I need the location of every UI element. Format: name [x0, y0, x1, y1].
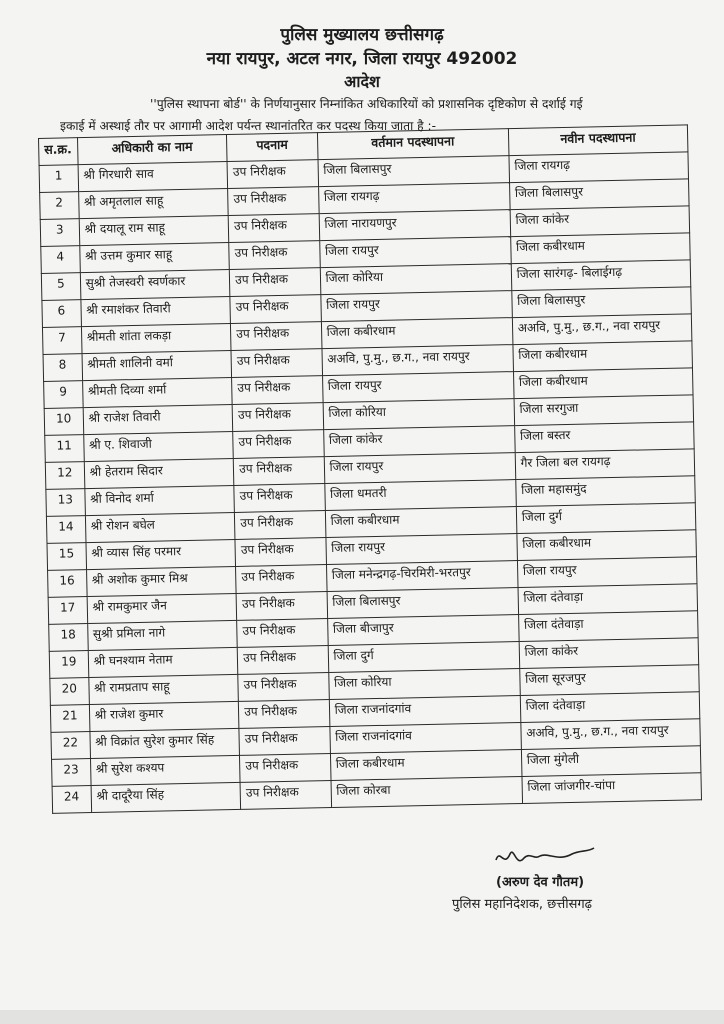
officer-name-cell: श्री घनश्याम नेताम	[88, 647, 238, 677]
serial-cell: 1	[39, 165, 78, 193]
current-posting-cell: जिला बिलासपुर	[318, 156, 510, 187]
new-posting-cell: जिला महासमुंद	[515, 476, 695, 507]
designation-cell: उप निरीक्षक	[232, 376, 323, 405]
current-posting-cell: जिला कोरिया	[323, 399, 515, 430]
current-posting-cell: जिला कांकेर	[323, 426, 515, 457]
current-posting-cell: जिला कबीरधाम	[325, 507, 517, 538]
new-posting-cell: जिला कबीरधाम	[513, 368, 693, 399]
intro-line-1: ''पुलिस स्थापना बोर्ड'' के निर्णयानुसार निम्नांकित अधिकारियों को प्रशासनिक दृष्टिकोण से दर्शाई गई	[150, 97, 583, 111]
new-posting-cell: जिला दंतेवाड़ा	[520, 692, 700, 723]
new-posting-cell: जिला जांजगीर-चांपा	[522, 773, 702, 804]
designation-cell: उप निरीक्षक	[235, 538, 326, 567]
serial-cell: 20	[50, 678, 89, 706]
designation-cell: उप निरीक्षक	[240, 781, 331, 810]
new-posting-cell: अअवि, पु.मु., छ.ग., नवा रायपुर	[521, 719, 701, 750]
current-posting-cell: जिला रायपुर	[324, 453, 516, 484]
col-header-name: अधिकारी का नाम	[77, 135, 227, 165]
designation-cell: उप निरीक्षक	[228, 187, 319, 216]
current-posting-cell: जिला मनेन्द्रगढ़-चिरमिरी-भरतपुर	[326, 561, 518, 592]
officer-name-cell: श्री राजेश कुमार	[89, 701, 239, 731]
officer-name-cell: श्री राजेश तिवारी	[83, 404, 233, 434]
officer-name-cell: श्री दादूरैया सिंह	[91, 782, 241, 812]
table-body	[39, 152, 701, 813]
officer-name-cell: श्री रामकुमार जैन	[87, 593, 237, 623]
designation-cell: उप निरीक्षक	[228, 214, 319, 243]
officer-name-cell: सुश्री तेजस्वरी स्वर्णकार	[80, 270, 230, 300]
serial-cell: 8	[43, 354, 82, 382]
new-posting-cell: जिला बस्तर	[514, 422, 694, 453]
current-posting-cell: जिला रायपुर	[319, 237, 511, 268]
new-posting-cell: जिला दंतेवाड़ा	[518, 611, 698, 642]
new-posting-cell: जिला बिलासपुर	[509, 179, 689, 210]
officer-name-cell: श्री उत्तम कुमार साहू	[79, 243, 229, 273]
new-posting-cell: जिला मुंगेली	[521, 746, 701, 777]
serial-cell: 6	[42, 300, 81, 328]
new-posting-cell: जिला सरगुजा	[514, 395, 694, 426]
current-posting-cell: जिला रायपुर	[322, 372, 514, 403]
header-address: नया रायपुर, अटल नगर, जिला रायपुर 492002	[206, 49, 518, 69]
officer-name-cell: सुश्री प्रमिला नागे	[87, 620, 237, 650]
officer-name-cell: श्रीमती दिव्या शर्मा	[82, 377, 232, 407]
serial-cell: 18	[49, 624, 88, 652]
intro-line-2: इकाई में अस्थाई तौर पर आगामी आदेश पर्यन्त स्थानांतरित कर पदस्थ किया जाता है :-	[60, 119, 437, 133]
serial-cell: 22	[51, 732, 90, 760]
officer-name-cell: श्री अमृतलाल साहू	[78, 189, 228, 219]
officer-name-cell: श्री ए. शिवाजी	[83, 431, 233, 461]
current-posting-cell: जिला धमतरी	[324, 480, 516, 511]
new-posting-cell: जिला रायपुर	[517, 557, 697, 588]
designation-cell: उप निरीक्षक	[237, 619, 328, 648]
serial-cell: 12	[45, 462, 84, 490]
officer-name-cell: श्री विक्रांत सुरेश कुमार सिंह	[90, 728, 240, 758]
serial-cell: 14	[46, 516, 85, 544]
officer-name-cell: श्री विनोद शर्मा	[84, 485, 234, 515]
col-header-serial: स.क्र.	[39, 138, 78, 166]
transfer-table	[38, 124, 702, 813]
serial-cell: 3	[40, 219, 79, 247]
new-posting-cell: अअवि, पु.मु., छ.ग., नवा रायपुर	[512, 314, 692, 345]
new-posting-cell: जिला दुर्ग	[516, 503, 696, 534]
serial-cell: 23	[52, 759, 91, 787]
serial-cell: 15	[47, 543, 86, 571]
new-posting-cell: जिला कांकेर	[510, 206, 690, 237]
designation-cell: उप निरीक्षक	[239, 700, 330, 729]
designation-cell: उप निरीक्षक	[229, 241, 320, 270]
designation-cell: उप निरीक्षक	[231, 349, 322, 378]
current-posting-cell: जिला कोरबा	[331, 777, 523, 808]
serial-cell: 10	[44, 408, 83, 436]
designation-cell: उप निरीक्षक	[239, 727, 330, 756]
current-posting-cell: जिला रायपुर	[320, 291, 512, 322]
serial-cell: 24	[52, 786, 91, 814]
officer-name-cell: श्री गिरधारी साव	[78, 162, 228, 192]
current-posting-cell: अअवि, पु.मु., छ.ग., नवा रायपुर	[322, 345, 514, 376]
designation-cell: उप निरीक्षक	[238, 673, 329, 702]
designation-cell: उप निरीक्षक	[237, 646, 328, 675]
designation-cell: उप निरीक्षक	[240, 754, 331, 783]
serial-cell: 5	[41, 273, 80, 301]
new-posting-cell: जिला कबीरधाम	[517, 530, 697, 561]
current-posting-cell: जिला रायपुर	[325, 534, 517, 565]
col-header-current-posting: वर्तमान पदस्थापना	[317, 129, 509, 160]
serial-cell: 4	[41, 246, 80, 274]
current-posting-cell: जिला बीजापुर	[327, 615, 519, 646]
officer-name-cell: श्री रमाशंकर तिवारी	[80, 297, 230, 327]
designation-cell: उप निरीक्षक	[230, 295, 321, 324]
officer-name-cell: श्री रामप्रताप साहू	[88, 674, 238, 704]
officer-name-cell: श्रीमती शांता लकड़ा	[81, 324, 231, 354]
signatory-title: पुलिस महानिदेशक, छत्तीसगढ़	[452, 897, 592, 912]
col-header-designation: पदनाम	[227, 133, 318, 162]
current-posting-cell: जिला नारायणपुर	[319, 210, 511, 241]
current-posting-cell: जिला रायगढ़	[318, 183, 510, 214]
officer-name-cell: श्रीमती शालिनी वर्मा	[82, 351, 232, 381]
serial-cell: 7	[42, 327, 81, 355]
new-posting-cell: जिला कबीरधाम	[510, 233, 690, 264]
serial-cell: 11	[45, 435, 84, 463]
header-order-title: आदेश	[344, 72, 380, 91]
current-posting-cell: जिला कबीरधाम	[330, 750, 522, 781]
signatory-name: (अरुण देव गौतम)	[496, 875, 585, 890]
serial-cell: 13	[46, 489, 85, 517]
new-posting-cell: गैर जिला बल रायगढ़	[515, 449, 695, 480]
col-header-new-posting: नवीन पदस्थापना	[508, 125, 688, 156]
new-posting-cell: जिला सारंगढ़- बिलाईगढ़	[511, 260, 691, 291]
serial-cell: 17	[48, 597, 87, 625]
designation-cell: उप निरीक्षक	[232, 403, 323, 432]
current-posting-cell: जिला कबीरधाम	[321, 318, 513, 349]
current-posting-cell: जिला दुर्ग	[328, 642, 520, 673]
designation-cell: उप निरीक्षक	[236, 565, 327, 594]
officer-name-cell: श्री रोशन बघेल	[85, 512, 235, 542]
new-posting-cell: जिला सूरजपुर	[519, 665, 699, 696]
new-posting-cell: जिला दंतेवाड़ा	[518, 584, 698, 615]
officer-name-cell: श्री हेतराम सिदार	[84, 458, 234, 488]
serial-cell: 21	[50, 705, 89, 733]
new-posting-cell: जिला कबीरधाम	[513, 341, 693, 372]
officer-name-cell: श्री व्यास सिंह परमार	[86, 539, 236, 569]
serial-cell: 16	[48, 570, 87, 598]
designation-cell: उप निरीक्षक	[235, 511, 326, 540]
serial-cell: 2	[40, 192, 79, 220]
designation-cell: उप निरीक्षक	[233, 430, 324, 459]
officer-name-cell: श्री दयालू राम साहू	[79, 216, 229, 246]
current-posting-cell: जिला राजनांदगांव	[329, 723, 521, 754]
new-posting-cell: जिला रायगढ़	[509, 152, 689, 183]
serial-cell: 9	[44, 381, 83, 409]
new-posting-cell: जिला बिलासपुर	[512, 287, 692, 318]
current-posting-cell: जिला कोरिया	[328, 669, 520, 700]
current-posting-cell: जिला बिलासपुर	[327, 588, 519, 619]
serial-cell: 19	[49, 651, 88, 679]
designation-cell: उप निरीक्षक	[227, 160, 318, 189]
header-office: पुलिस मुख्यालय छत्तीसगढ़	[280, 25, 444, 45]
officer-name-cell: श्री अशोक कुमार मिश्र	[86, 566, 236, 596]
bottom-edge	[0, 1010, 724, 1024]
designation-cell: उप निरीक्षक	[233, 457, 324, 486]
designation-cell: उप निरीक्षक	[231, 322, 322, 351]
designation-cell: उप निरीक्षक	[236, 592, 327, 621]
designation-cell: उप निरीक्षक	[234, 484, 325, 513]
officer-name-cell: श्री सुरेश कश्यप	[90, 755, 240, 785]
current-posting-cell: जिला कोरिया	[320, 264, 512, 295]
new-posting-cell: जिला कांकेर	[519, 638, 699, 669]
designation-cell: उप निरीक्षक	[229, 268, 320, 297]
current-posting-cell: जिला राजनांदगांव	[329, 696, 521, 727]
